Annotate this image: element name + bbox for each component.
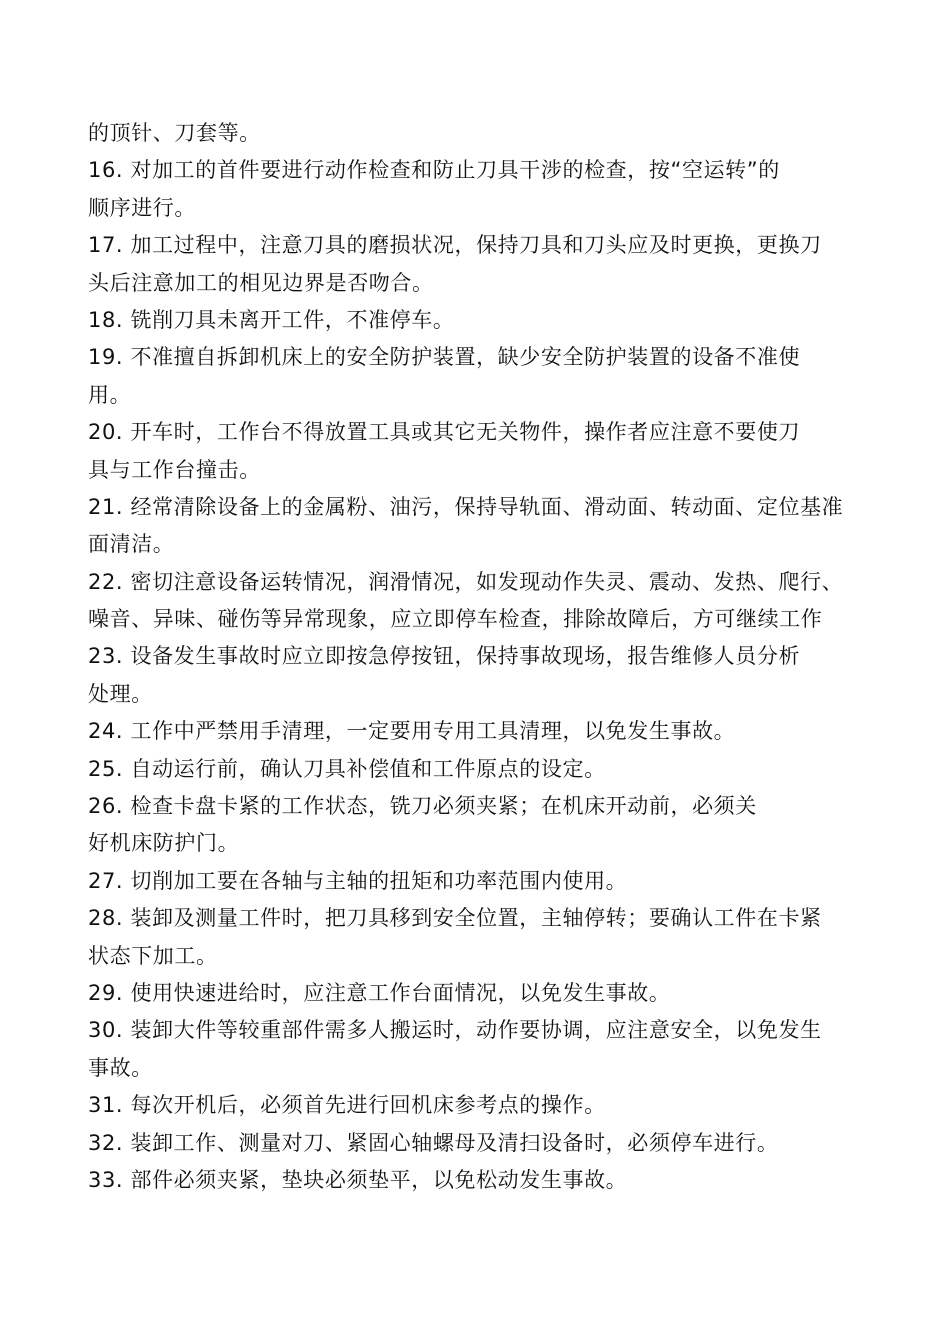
text-line: 31. 每次开机后，必须首先进行回机床参考点的操作。 <box>88 1093 606 1118</box>
text-line: 33. 部件必须夹紧，垫块必须垫平，以免松动发生事故。 <box>88 1167 628 1192</box>
text-line: 17. 加工过程中，注意刀具的磨损状况，保持刀具和刀头应及时更换，更换刀 <box>88 233 822 258</box>
text-line: 22. 密切注意设备运转情况，润滑情况，如发现动作失灵、震动、发热、爬行、 <box>88 569 844 594</box>
text-line: 顺序进行。 <box>88 195 196 220</box>
text-line: 19. 不准擅自拆卸机床上的安全防护装置，缺少安全防护装置的设备不准使 <box>88 345 801 370</box>
text-line: 用。 <box>88 382 132 407</box>
text-line: 29. 使用快速进给时，应注意工作台面情况，以免发生事故。 <box>88 980 671 1005</box>
text-line: 处理。 <box>88 681 153 706</box>
text-line: 18. 铣削刀具未离开工件，不准停车。 <box>88 307 455 332</box>
text-line: 噪音、异味、碰伤等异常现象，应立即停车检查，排除故障后，方可继续工作 <box>88 607 823 632</box>
text-line: 头后注意加工的相见边界是否吻合。 <box>88 270 434 295</box>
text-line: 30. 装卸大件等较重部件需多人搬运时，动作要协调，应注意安全，以免发生 <box>88 1018 822 1043</box>
text-line: 状态下加工。 <box>88 943 218 968</box>
text-line: 28. 装卸及测量工件时，把刀具移到安全位置，主轴停转；要确认工件在卡紧 <box>88 906 822 931</box>
text-line: 21. 经常清除设备上的金属粉、油污，保持导轨面、滑动面、转动面、定位基准 <box>88 494 844 519</box>
text-line: 的顶针、刀套等。 <box>88 121 261 145</box>
text-line: 面清洁。 <box>88 532 175 557</box>
text-line: 事故。 <box>88 1055 153 1080</box>
text-line: 20. 开车时，工作台不得放置工具或其它无关物件，操作者应注意不要使刀 <box>88 420 801 445</box>
document-body <box>88 115 868 1199</box>
text-line: 16. 对加工的首件要进行动作检查和防止刀具干涉的检查，按“空运转”的 <box>88 158 780 183</box>
text-line: 32. 装卸工作、测量对刀、紧固心轴螺母及清扫设备时，必须停车进行。 <box>88 1130 779 1155</box>
text-line: 27. 切削加工要在各轴与主轴的扭矩和功率范围内使用。 <box>88 868 628 893</box>
text-line: 26. 检查卡盘卡紧的工作状态，铣刀必须夹紧；在机床开动前，必须关 <box>88 794 757 819</box>
text-line: 具与工作台撞击。 <box>88 457 261 482</box>
text-line: 23. 设备发生事故时应立即按急停按钮，保持事故现场，报告维修人员分析 <box>88 644 801 669</box>
text-line: 好机床防护门。 <box>88 831 240 856</box>
text-line: 25. 自动运行前，确认刀具补偿值和工件原点的设定。 <box>88 756 606 781</box>
text-line: 24. 工作中严禁用手清理，一定要用专用工具清理，以免发生事故。 <box>88 719 736 744</box>
